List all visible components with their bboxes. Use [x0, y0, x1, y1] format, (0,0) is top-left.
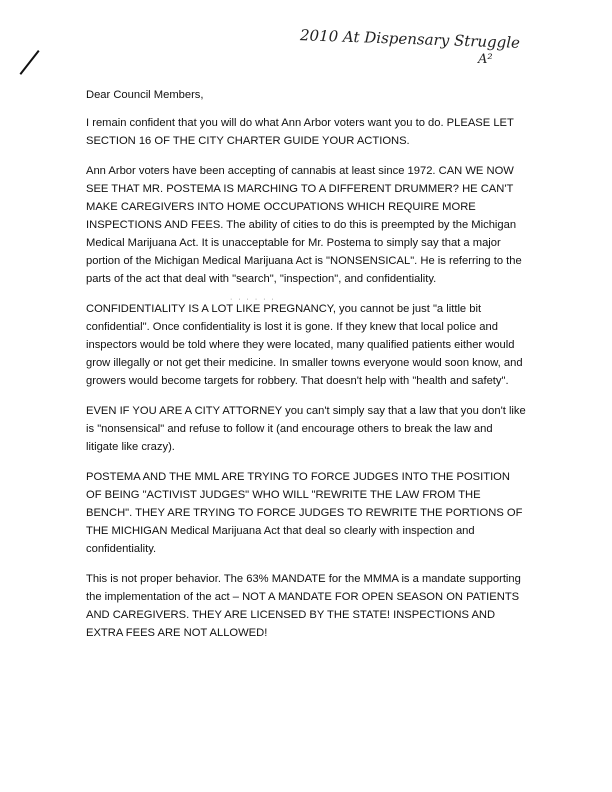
paragraph-activist-judges: POSTEMA AND THE MML ARE TRYING TO FORCE JUDGES INTO THE POSITION OF BEING "ACTIVIST JUDGES" WHO WILL "REWRITE THE LAW FROM THE BENCH". THEY ARE TRYING TO FORCE JUDGES TO REWRITE THE PORTIONS OF THE MICHIGAN Medical Marijuana Act that deal so clearly with inspection and confidentiality.: [86, 471, 523, 555]
handwritten-annotation-sub: A²: [478, 52, 493, 67]
margin-pen-mark: [20, 50, 40, 75]
paragraph-city-attorney: EVEN IF YOU ARE A CITY ATTORNEY you can't simply say that a law that you don't like is "nonsensical" and refuse to follow it (and encourage others to break the law and litigate like crazy).: [86, 405, 526, 453]
paragraph-confidentiality: CONFIDENTIALITY IS A LOT LIKE PREGNANCY, you cannot be just "a little bit confidential". Once confidentiality is lost it is gone. If they knew that local police and inspectors would be told where they were located, many qualified patients either would grow illegally or not get their medicine. In smaller towns everyone would soon know, and growers would become targets for robbery. That doesn't help with "health and safety".: [86, 303, 523, 387]
paragraph-postema: Ann Arbor voters have been accepting of cannabis at least since 1972. CAN WE NOW SEE THAT MR. POSTEMA IS MARCHING TO A DIFFERENT DRUMMER? HE CAN'T MAKE CAREGIVERS INTO HOME OCCUPATIONS WHICH REQUIRE MORE INSPECTIONS AND FEES. The ability of cities to do this is preempted by the Michigan Medical Marijuana Act. It is unacceptable for Mr. Postema to simply say that a major portion of the Michigan Medical Marijuana Act is "NONSENSICAL". He is referring to the parts of the act that deal with "search", "inspection", and confidentiality.: [86, 165, 522, 285]
handwritten-annotation: 2010 At Dispensary Struggle: [299, 26, 521, 52]
scan-artifact: · · · · · ·: [230, 296, 276, 303]
paragraph-charter: I remain confident that you will do what Ann Arbor voters want you to do. PLEASE LET SECTION 16 OF THE CITY CHARTER GUIDE YOUR ACTIONS.: [86, 117, 514, 147]
letter-body: [86, 86, 526, 654]
paragraph-mandate: This is not proper behavior. The 63% MANDATE for the MMMA is a mandate supporting the implementation of the act – NOT A MANDATE FOR OPEN SEASON ON PATIENTS AND CAREGIVERS. THEY ARE LICENSED BY THE STATE! INSPECTIONS AND EXTRA FEES ARE NOT ALLOWED!: [86, 573, 521, 639]
salutation: Dear Council Members,: [86, 89, 204, 101]
